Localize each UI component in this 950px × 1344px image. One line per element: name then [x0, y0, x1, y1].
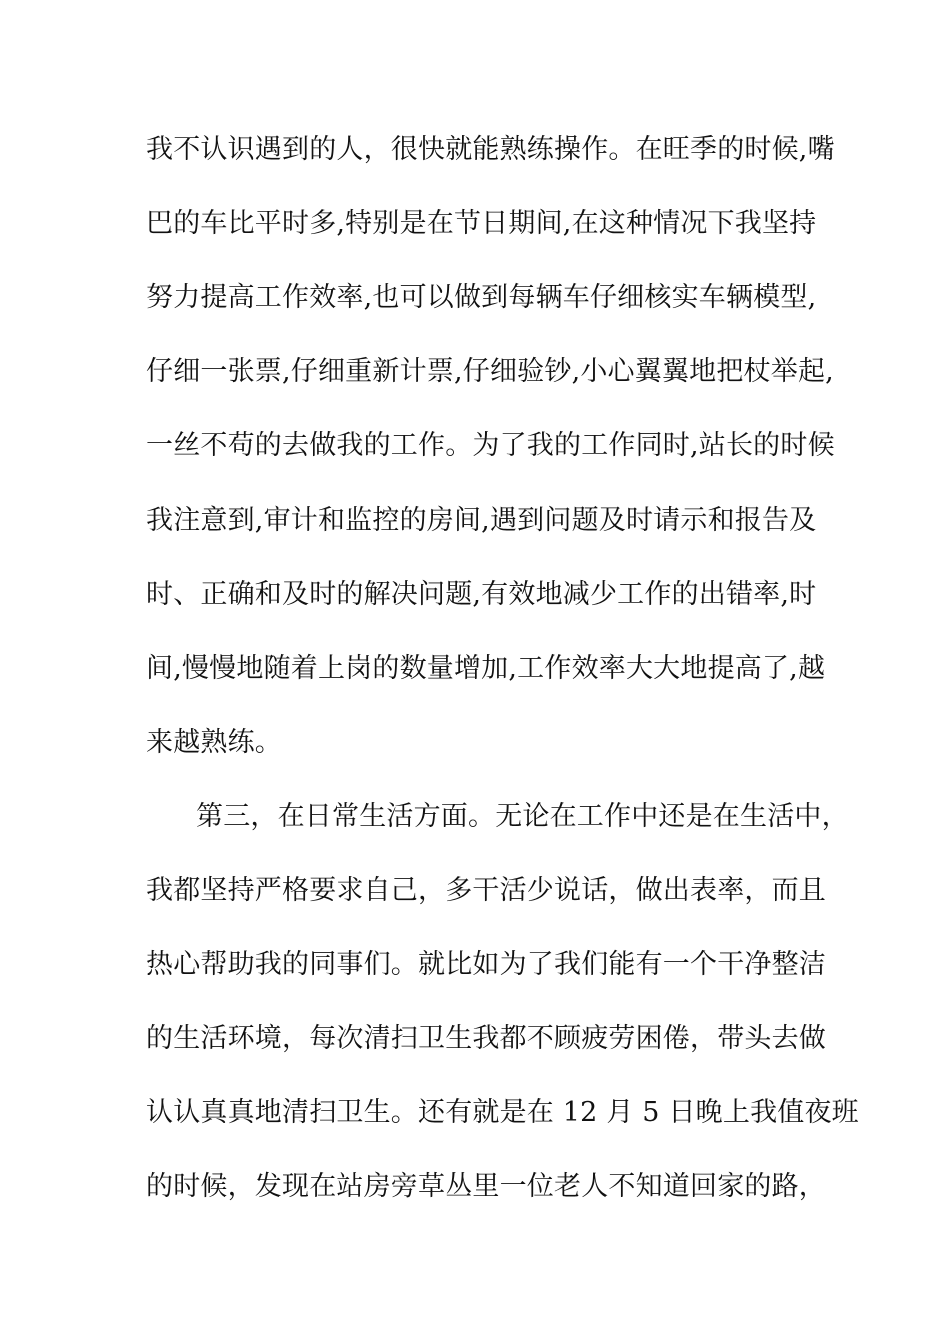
text-line: 一丝不苟的去做我的工作。为了我的工作同时,站长的时候	[146, 430, 835, 461]
text-line: 努力提高工作效率,也可以做到每辆车仔细核实车辆模型,	[146, 282, 817, 313]
text-line: 我都坚持严格要求自己，多干活少说话，做出表率，而且	[146, 875, 826, 906]
text-line: 我注意到,审计和监控的房间,遇到问题及时请示和报告及	[146, 505, 817, 536]
text-line: 的生活环境，每次清扫卫生我都不顾疲劳困倦，带头去做	[146, 1023, 826, 1054]
text-line: 仔细一张票,仔细重新计票,仔细验钞,小心翼翼地把杖举起,	[146, 356, 834, 387]
text-line: 认认真真地清扫卫生。还有就是在 12 月 5 日晚上我值夜班	[146, 1097, 859, 1128]
text-line: 时、正确和及时的解决问题,有效地减少工作的出错率,时	[146, 579, 817, 610]
text-line: 我不认识遇到的人，很快就能熟练操作。在旺季的时候,嘴	[146, 134, 835, 165]
paragraph-start-line: 第三，在日常生活方面。无论在工作中还是在生活中，	[196, 801, 849, 832]
text-line: 来越熟练。	[146, 727, 282, 758]
text-line: 的时候，发现在站房旁草丛里一位老人不知道回家的路，	[146, 1171, 826, 1202]
text-line: 巴的车比平时多,特别是在节日期间,在这种情况下我坚持	[146, 208, 817, 239]
text-line: 热心帮助我的同事们。就比如为了我们能有一个干净整洁	[146, 949, 826, 980]
text-line: 间,慢慢地随着上岗的数量增加,工作效率大大地提高了,越	[146, 653, 826, 684]
